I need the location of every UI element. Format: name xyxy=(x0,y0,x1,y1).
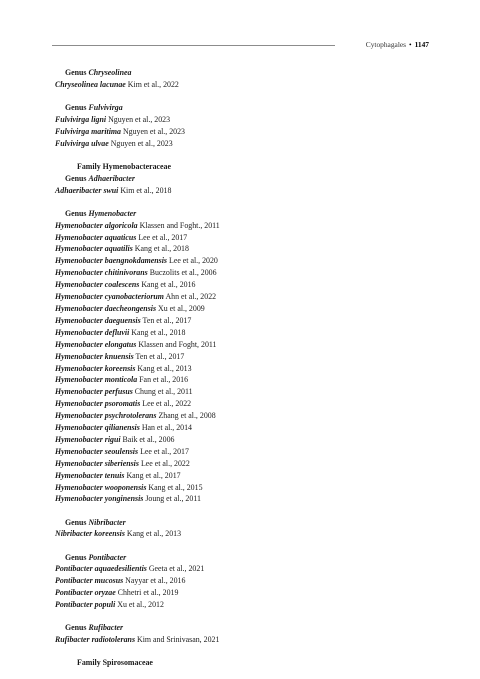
genus-heading: Genus Rufibacter xyxy=(65,623,124,633)
species-entry: Hymenobacter chitinivorans Buczolits et al., 2006 xyxy=(55,268,217,278)
species-entry: Rufibacter radiotolerans Kim and Srinivasan, 2021 xyxy=(55,635,220,645)
genus-heading: Genus Hymenobacter xyxy=(65,208,137,218)
species-entry: Hymenobacter yonginensis Joung et al., 2011 xyxy=(55,494,201,504)
species-entry: Pontibacter mucosus Nayyar et al., 2016 xyxy=(55,576,186,586)
genus-heading: Genus Adhaeribacter xyxy=(65,173,135,183)
species-entry: Pontibacter populi Xu et al., 2012 xyxy=(55,600,164,610)
species-entry: Hymenobacter aquatilis Kang et al., 2018 xyxy=(55,244,189,254)
species-entry: Fulvivirga maritima Nguyen et al., 2023 xyxy=(55,126,185,136)
species-entry: Hymenobacter qilianensis Han et al., 2014 xyxy=(55,423,192,433)
species-entry: Hymenobacter wooponensis Kang et al., 2015 xyxy=(55,482,203,492)
taxonomy-list xyxy=(55,67,435,669)
species-entry: Chryseolinea lacunae Kim et al., 2022 xyxy=(55,79,179,89)
running-title: Cytophagales xyxy=(365,40,407,49)
species-entry: Hymenobacter daeguensis Ten et al., 2017 xyxy=(55,315,192,325)
species-entry: Adhaeribacter swui Kim et al., 2018 xyxy=(55,185,172,195)
species-entry: Fulvivirga ulvae Nguyen et al., 2023 xyxy=(55,138,173,148)
species-entry: Hymenobacter rigui Baik et al., 2006 xyxy=(55,434,175,444)
species-entry: Hymenobacter defluvii Kang et al., 2018 xyxy=(55,327,186,337)
species-entry: Hymenobacter monticola Fan et al., 2016 xyxy=(55,375,189,385)
species-entry: Hymenobacter tenuis Kang et al., 2017 xyxy=(55,470,181,480)
species-entry: Hymenobacter koreensis Kang et al., 2013 xyxy=(55,363,192,373)
family-heading: Family Spirosomaceae xyxy=(77,658,153,668)
page-number: 1147 xyxy=(414,40,429,49)
genus-heading: Genus Chryseolinea xyxy=(65,68,132,77)
species-entry: Hymenobacter cyanobacteriorum Ahn et al., 2022 xyxy=(55,292,217,302)
species-entry: Hymenobacter algoricola Klassen and Foght., 2011 xyxy=(55,220,220,230)
species-entry: Hymenobacter daecheongensis Xu et al., 2009 xyxy=(55,303,205,313)
species-entry: Hymenobacter seoulensis Lee et al., 2017 xyxy=(55,446,189,456)
species-entry: Hymenobacter perfusus Chung et al., 2011 xyxy=(55,387,193,397)
species-entry: Nibribacter koreensis Kang et al., 2013 xyxy=(55,529,182,539)
species-entry: Fulvivirga ligni Nguyen et al., 2023 xyxy=(55,114,171,124)
species-entry: Hymenobacter coalescens Kang et al., 2016 xyxy=(55,280,196,290)
running-head xyxy=(366,40,429,50)
species-entry: Pontibacter aquaedesilientis Geeta et al., 2021 xyxy=(55,564,205,574)
species-entry: Hymenobacter aquaticus Lee et al., 2017 xyxy=(55,232,188,242)
header-bullet: • xyxy=(409,40,412,49)
species-entry: Hymenobacter baengnokdamensis Lee et al., 2020 xyxy=(55,256,218,266)
species-entry: Hymenobacter siberiensis Lee et al., 2022 xyxy=(55,458,190,468)
species-entry: Pontibacter oryzae Chhetri et al., 2019 xyxy=(55,588,179,598)
genus-heading: Genus Nibribacter xyxy=(65,517,126,527)
genus-heading: Genus Fulvivirga xyxy=(65,103,123,112)
header-rule xyxy=(52,45,335,46)
species-entry: Hymenobacter psychrotolerans Zhang et al., 2008 xyxy=(55,411,216,421)
family-heading: Family Hymenobacteraceae xyxy=(77,161,171,171)
species-entry: Hymenobacter knuensis Ten et al., 2017 xyxy=(55,351,185,361)
genus-heading: Genus Pontibacter xyxy=(65,552,127,562)
species-entry: Hymenobacter psoromatis Lee et al., 2022 xyxy=(55,399,192,409)
species-entry: Hymenobacter elongatus Klassen and Foght, 2011 xyxy=(55,339,217,349)
